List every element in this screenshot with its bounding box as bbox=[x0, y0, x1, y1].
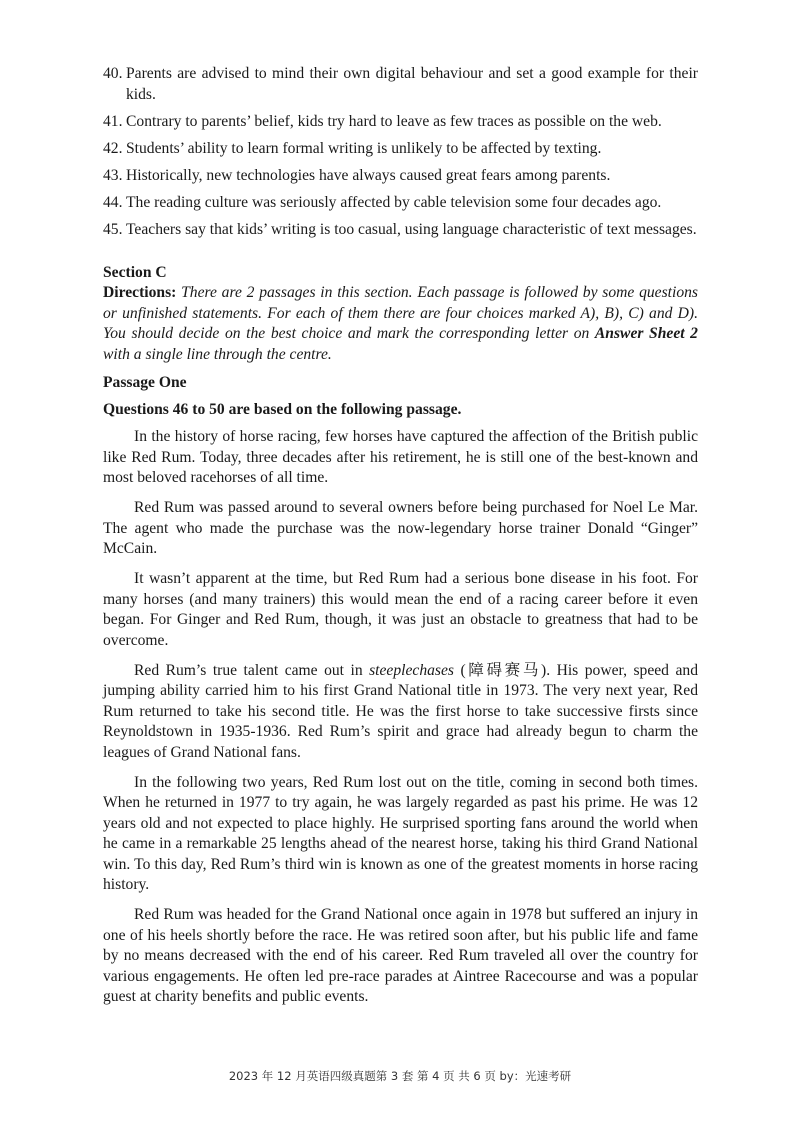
p4-gloss: (障碍赛马) bbox=[453, 661, 547, 679]
statement-number: 44. bbox=[103, 193, 123, 211]
passage-paragraph-4 bbox=[103, 661, 698, 764]
document-page bbox=[103, 64, 698, 1008]
p4-rest: . His power, speed and jumping ability carried him to his first Grand National title in 1973. The very next year, Red Rum returned to take his second title. He was the first horse to take successive firsts since Reynoldstown in 1935-1936. Red Rum’s spirit and grace had already begun to charm the leagues of Grand National fans. bbox=[103, 661, 698, 761]
directions-end: with a single line through the centre. bbox=[103, 345, 332, 363]
p4-start: Red Rum’s true talent came out in bbox=[134, 661, 370, 679]
statement-40 bbox=[103, 64, 698, 105]
statement-text: Contrary to parents’ belief, kids try hard to leave as few traces as possible on the web. bbox=[126, 112, 662, 130]
statement-number: 41. bbox=[103, 112, 123, 130]
passage-title: Passage One bbox=[103, 374, 187, 391]
passage-paragraph-1: In the history of horse racing, few horses have captured the affection of the British public like Red Rum. Today, three decades after his retirement, he is still one of the best-known and most beloved racehorses of all time. bbox=[103, 428, 698, 486]
statement-text: Teachers say that kids’ writing is too casual, using language characteristic of text messages. bbox=[126, 220, 697, 238]
passage-paragraph-2: Red Rum was passed around to several owners before being purchased for Noel Le Mar. The agent who made the purchase was the now-legendary horse trainer Donald “Ginger” McCain. bbox=[103, 499, 698, 557]
statement-list bbox=[103, 64, 698, 240]
statement-number: 42. bbox=[103, 139, 123, 157]
statement-text: Students’ ability to learn formal writing is unlikely to be affected by texting. bbox=[126, 139, 602, 157]
directions-text: There are 2 passages in this section. Each passage is followed by some questions or unfinished statements. For each of them there are four choices marked A), B), C) and D). You should decide on the best choice and mark the corresponding letter on bbox=[103, 284, 698, 342]
statement-text: The reading culture was seriously affected by cable television some four decades ago. bbox=[126, 193, 662, 211]
statement-42 bbox=[103, 139, 698, 160]
statement-number: 45. bbox=[103, 220, 123, 238]
statement-43 bbox=[103, 166, 698, 187]
statement-45 bbox=[103, 220, 698, 241]
statement-number: 43. bbox=[103, 166, 123, 184]
passage-paragraph-3: It wasn’t apparent at the time, but Red Rum had a serious bone disease in his foot. For many horses (and many trainers) this would mean the end of a racing career before it even began. For Ginger and Red Rum, though, it was just an obstacle to greatness that had to be overcome. bbox=[103, 570, 698, 649]
statement-number: 40. bbox=[103, 65, 123, 82]
page-footer: 2023 年 12 月英语四级真题第 3 套 第 4 页 共 6 页 by：光速考研 bbox=[228, 1069, 572, 1083]
statement-text: Historically, new technologies have always caused great fears among parents. bbox=[126, 166, 611, 184]
p4-term: steeplechases bbox=[369, 661, 454, 679]
passage-paragraph-6: Red Rum was headed for the Grand National once again in 1978 but suffered an injury in one of his heels shortly before the race. He was retired soon after, but his public life and fame by no means decreased with the end of his career. Red Rum traveled all over the country for various engagements. He often led pre-race parades at Aintree Racecourse and was a popular guest at charity benefits and public events. bbox=[103, 906, 698, 1005]
statement-41 bbox=[103, 112, 698, 133]
section-title: Section C bbox=[103, 264, 167, 281]
directions bbox=[103, 283, 698, 365]
questions-header: Questions 46 to 50 are based on the following passage. bbox=[103, 401, 462, 418]
answer-sheet-ref: Answer Sheet 2 bbox=[594, 325, 698, 342]
statement-text: Parents are advised to mind their own digital behaviour and set a good example for their kids. bbox=[126, 65, 698, 103]
passage-paragraph-5: In the following two years, Red Rum lost out on the title, coming in second both times. When he returned in 1977 to try again, he was largely regarded as past his prime. He was 12 years old and not expected to place highly. He surprised sporting fans around the world when he came in a remarkable 25 lengths ahead of the nearest horse, taking his third Grand National win. To this day, Red Rum’s third win is known as one of the greatest moments in horse racing history. bbox=[103, 773, 698, 893]
statement-44 bbox=[103, 193, 698, 214]
directions-label: Directions: bbox=[103, 284, 177, 301]
